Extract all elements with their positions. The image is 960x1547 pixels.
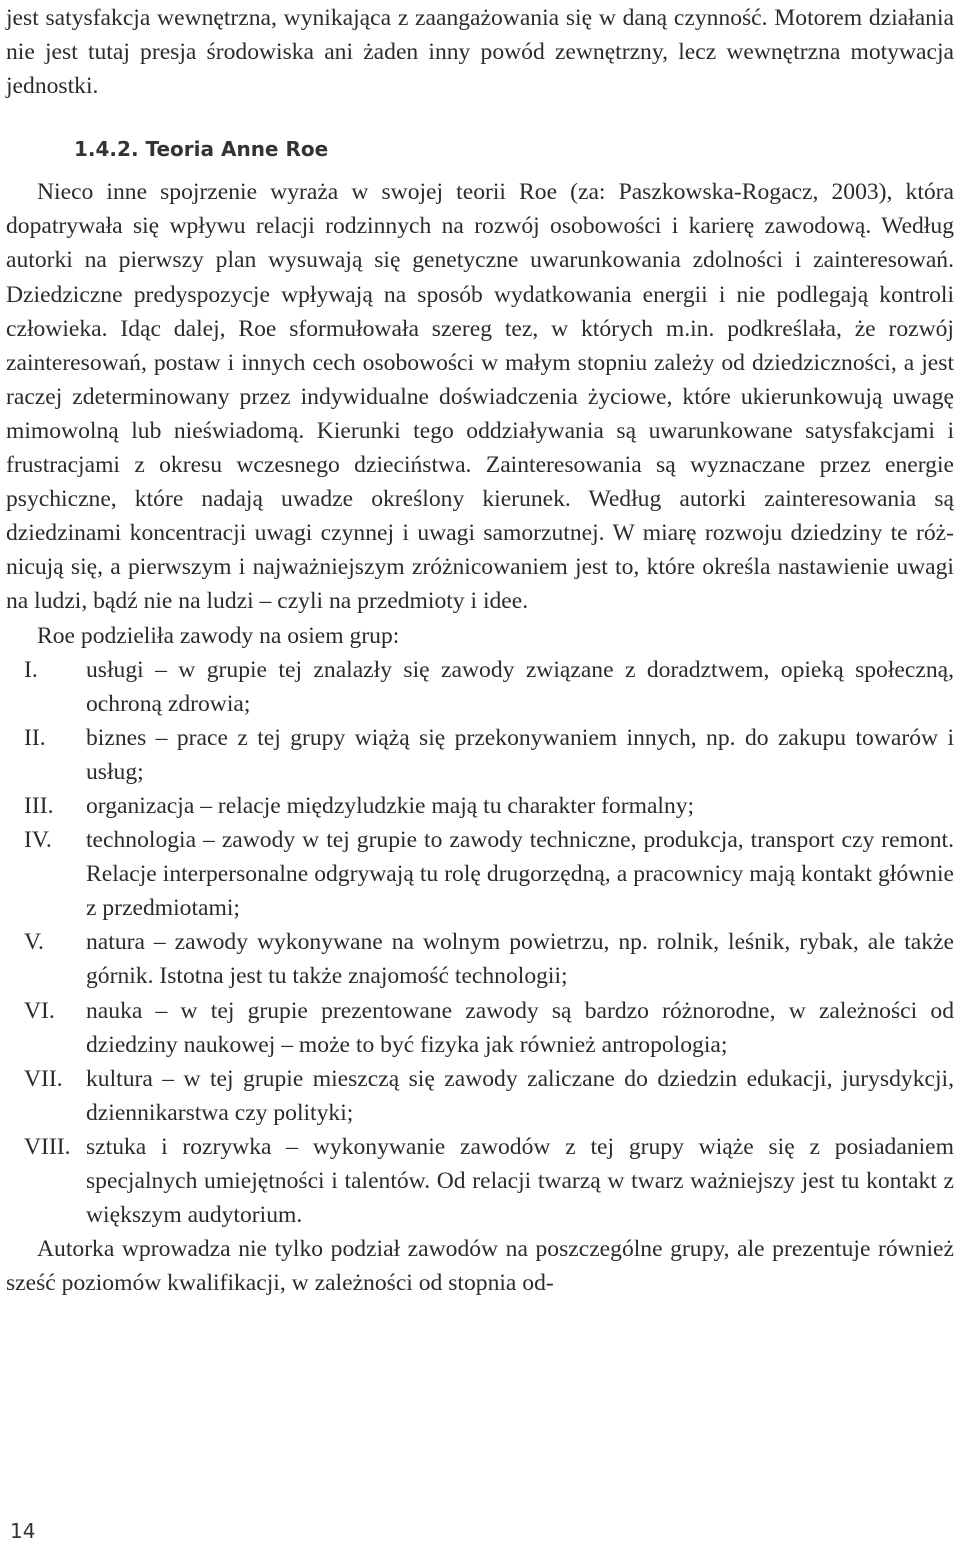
list-item-text: kultura – w tej grupie mieszczą się zawody zaliczane do dziedzin edukacji, jurysdykcji, dziennikarstwa czy polityki; bbox=[86, 1065, 954, 1126]
list-item bbox=[6, 721, 954, 789]
list-item-text: technologia – zawody w tej grupie to zawody techniczne, produkcja, transport czy remont. Relacje interpersonalne odgrywają tu rolę drugorzędną, a pracownicy mają kontakt głównie z przedmiotami; bbox=[86, 827, 954, 922]
list-item-number: III. bbox=[24, 792, 54, 819]
occupation-groups-list bbox=[6, 653, 954, 1233]
page-number: 14 bbox=[10, 1519, 36, 1543]
list-item bbox=[6, 925, 954, 993]
list-item bbox=[6, 1130, 954, 1232]
list-item-text: sztuka i rozrywka – wykonywanie zawodów z tej grupy wiąże się z posiadaniem specjalnych umiejętności i talentów. Od relacji twarzą w twarz ważniejszy jest tu kontakt z większym audytorium. bbox=[86, 1133, 954, 1229]
list-item bbox=[6, 653, 954, 721]
list-item-number: VII. bbox=[24, 1065, 63, 1092]
list-item bbox=[6, 994, 954, 1062]
list-item-number: V. bbox=[24, 929, 44, 956]
closing-paragraph: Autorka wprowadza nie tylko podział zawodów na poszczególne grupy, ale prezentuje również sześć poziomów kwalifikacji, w zależności od stopnia od- bbox=[6, 1236, 954, 1297]
list-item-text: usługi – w grupie tej znalazły się zawody związane z doradztwem, opieką społeczną, ochroną zdrowia; bbox=[86, 656, 954, 717]
list-item bbox=[6, 823, 954, 925]
section-heading: 1.4.2. Teoria Anne Roe bbox=[74, 137, 329, 162]
list-item-number: VIII. bbox=[24, 1133, 71, 1160]
list-item-number: I. bbox=[24, 656, 38, 683]
list-item-text: organizacja – relacje międzyludzkie mają tu charakter formalny; bbox=[86, 792, 695, 819]
list-item-text: natura – zawody wykonywane na wolnym powietrzu, np. rolnik, leśnik, rybak, ale także górnik. Istotna jest tu także znajomość technologii; bbox=[86, 929, 954, 990]
list-item bbox=[6, 789, 954, 823]
list-item-number: VI. bbox=[24, 997, 55, 1024]
document-page bbox=[6, 0, 954, 1300]
intro-paragraph: jest satysfakcja wewnętrzna, wynikająca z zaangażowania się w daną czynność. Motorem działania nie jest tutaj presja środowiska ani żaden inny powód zewnętrzny, lecz wewnętrzna motywacja jednostki. bbox=[6, 5, 954, 100]
main-paragraph: Nieco inne spojrzenie wyraża w swojej teorii Roe (za: Paszkowska-Rogacz, 2003), która dopatrywała się wpływu relacji rodzinnych na rozwój osobowości i karierę zawodową. Według autorki na pierwszy plan wysuwają się genetyczne uwarunkowania zdolności i zainteresowań. Dziedziczne predyspozycje wpływają na sposób wydatkowania energii i nie podlegają kontroli człowieka. Idąc dalej, Roe sformułowała szereg tez, w których m.in. podkreślała, że rozwój zainteresowań, postaw i innych cech osobowości w małym stopniu zależy od dziedziczności, a jest raczej zdeterminowany przez indywidualne doświadczenia życiowe, które ukierunkowują uwagę mimowolną lub nieświadomą. Kierunki tego oddziaływania są uwarunkowane satysfakcjami i frustracjami z okresu wczesnego dzieciństwa. Zainteresowania są wyznaczane przez energie psychiczne, które nadają uwadze określony kierunek. Według autorki zainteresowania są dziedzinami koncentracji uwagi czynnej i uwagi samorzutnej. W miarę rozwoju dziedziny te różnicują się, a pierwszym i najważniejszym zróżnicowaniem jest to, które określa nastawienie uwagi na ludzi, bądź nie na ludzi – czyli na przedmioty i idee. bbox=[6, 179, 954, 615]
list-item-text: nauka – w tej grupie prezentowane zawody są bardzo różnorodne, w zależności od dziedziny naukowej – może to być fizyka jak również antropologia; bbox=[86, 997, 954, 1058]
list-item bbox=[6, 1062, 954, 1130]
list-item-text: biznes – prace z tej grupy wiążą się przekonywaniem innych, np. do zakupu towarów i usług; bbox=[86, 724, 954, 785]
list-item-number: II. bbox=[24, 724, 46, 751]
list-item-number: IV. bbox=[24, 827, 52, 854]
list-intro: Roe podzieliła zawody na osiem grup: bbox=[37, 622, 400, 649]
